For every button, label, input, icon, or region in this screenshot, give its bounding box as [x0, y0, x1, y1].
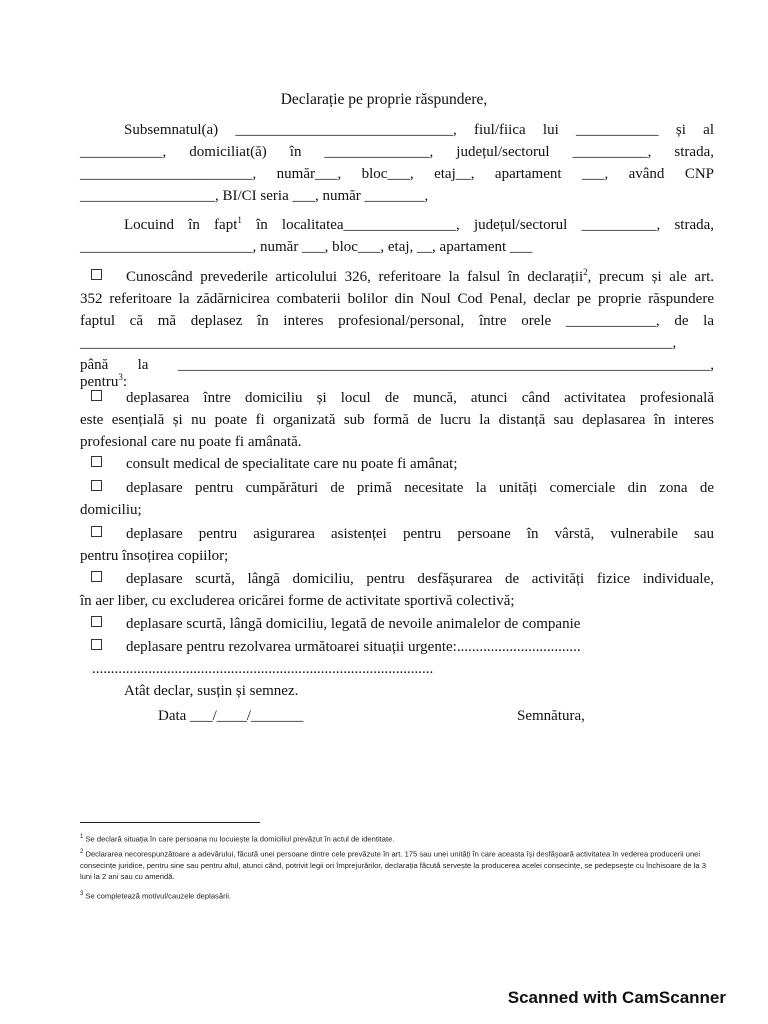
checkbox-icon[interactable]: [91, 526, 102, 537]
option-medical: consult medical de specialitate care nu poate fi amânat;: [80, 453, 714, 475]
option-assistance: deplasare pentru asigurarea asistenței pentru persoane în vârstă, vulnerabile sau pentru însoțirea copiilor;: [80, 526, 714, 564]
signature-field: Semnătura,: [517, 708, 585, 724]
footnote-3: $^3$ Se completează motivul/cauzele deplasării.: [80, 891, 232, 901]
closing-statement: Atât declar, susțin și semnez.: [124, 683, 299, 699]
date-field: Data ___/____/_______: [158, 708, 304, 724]
identity-line-3: _______________________, număr___, bloc___, etaj__, apartament ___, având CNP: [80, 166, 714, 182]
urgent-dots-line: ...........................................................................................: [92, 661, 434, 677]
declaration-line-3: faptul că mă deplasez în interes profesional/personal, între orele ____________, de la: [80, 313, 714, 329]
footnote-2: $^2$ Declararea necorespunzătoare a adevărului, făcută unei persoane dintre cele prevăzute în art. 175 sau unei unități în care aceasta își desfășoară activitatea în vederea producerii unei consecințe juridice, pentru sine sau pentru altul, atunci când, potrivit legii ori împrejurărilor, declarația făcută servește la producerea acelei consecințe, se pedepsește cu închisoare de la 3 luni la 2 ani sau cu amendă.: [80, 849, 706, 881]
purpose-label: pentru$^3$:: [80, 372, 127, 390]
identity-line-4: __________________, BI/CI seria ___, număr ________,: [80, 188, 429, 204]
option-exercise: deplasare scurtă, lângă domiciliu, pentru desfășurarea de activități fizice individuale, în aer liber, cu excluderea oricărei forme de activitate sportivă colectivă;: [80, 571, 714, 609]
option-urgent: deplasare pentru rezolvarea următoarei situații urgente:................................. ...........................................................................................: [80, 636, 714, 680]
checkbox-icon[interactable]: [91, 480, 102, 491]
option-pets: deplasare scurtă, lângă domiciliu, legată de nevoile animalelor de companie: [80, 613, 714, 635]
footnote-1: $^1$ Se declară situația în care persoana nu locuiește la domiciliul prevăzut în actul de identitate.: [80, 834, 395, 844]
identity-paragraph: [80, 119, 714, 207]
footnote-divider: [80, 822, 260, 823]
identity-line-1: Subsemnatul(a) _____________________________, fiul/fiica lui ___________ și al: [124, 122, 714, 138]
residence-line-2: _______________________, număr ___, bloc___, etaj, __, apartament ___: [80, 239, 533, 255]
option-work: deplasarea între domiciliu și locul de muncă, atunci când activitatea profesională este esențială și nu poate fi organizată sub formă de lucru la distanță sau deplasarea în interes profesional care nu poate fi amânată.: [80, 390, 714, 450]
checkbox-icon[interactable]: [91, 390, 102, 401]
checkbox-icon[interactable]: [91, 269, 102, 280]
checkbox-icon[interactable]: [91, 456, 102, 467]
camscanner-watermark: Scanned with CamScanner: [507, 988, 726, 1007]
declaration-line-5: până la _______________________________________________________________________,: [80, 357, 714, 373]
checkbox-icon[interactable]: [91, 639, 102, 650]
document-title: Declarație pe proprie răspundere,: [280, 91, 488, 108]
declaration-line-2: 352 referitoare la zădărnicirea combaterii bolilor din Noul Cod Penal, declar pe proprie răspundere: [80, 291, 714, 307]
residence-line-1: Locuind în fapt$^1$ în localitatea_______________, județul/sectorul __________, strada,: [124, 215, 715, 233]
declaration-line-1: Cunoscând prevederile articolului 326, referitoare la falsul în declarații$^2$, precum și ale art.: [80, 261, 714, 288]
identity-line-2: ___________, domiciliat(ă) în ______________, județul/sectorul __________, strada,: [80, 144, 714, 160]
residence-paragraph: [80, 209, 714, 258]
option-shopping: deplasare pentru cumpărături de primă necesitate la unități comerciale din zona de domiciliu;: [80, 480, 714, 518]
declaration-line-4: _______________________________________________________________________________,: [80, 335, 677, 351]
checkbox-icon[interactable]: [91, 571, 102, 582]
declaration-paragraph: [80, 261, 714, 376]
checkbox-icon[interactable]: [91, 616, 102, 627]
